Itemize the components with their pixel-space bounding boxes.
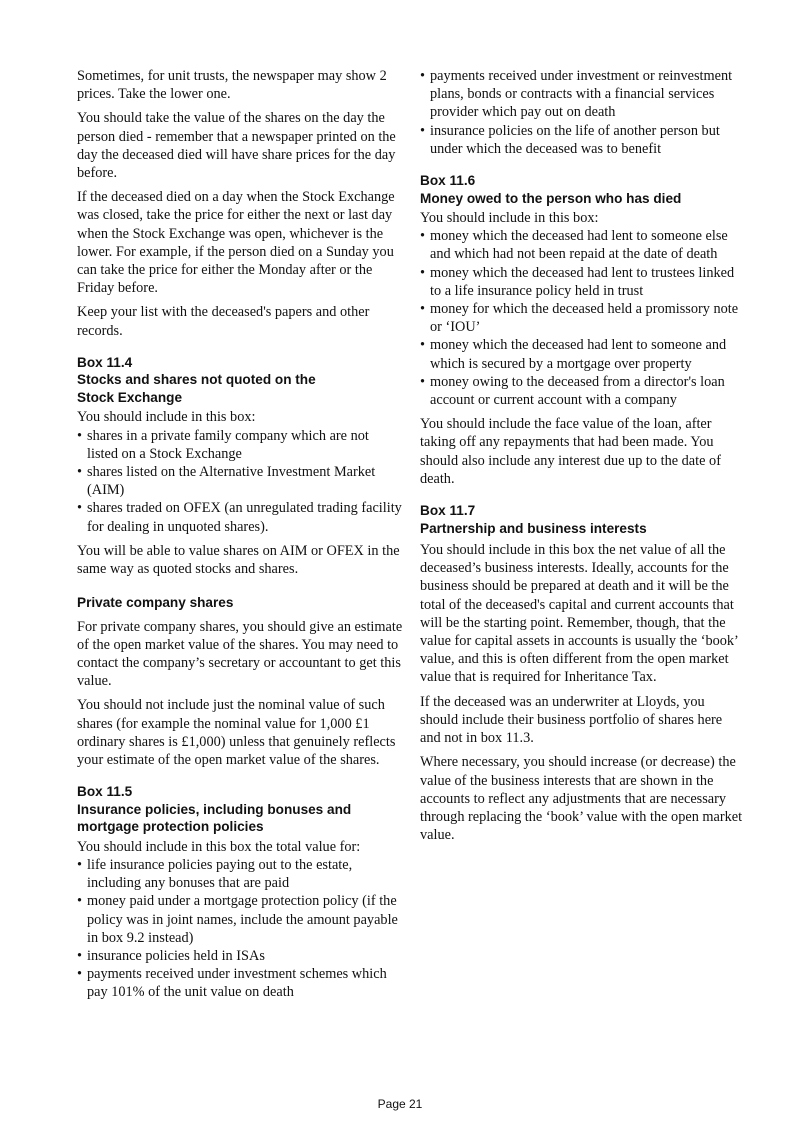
list-item: • shares in a private family company which are not listed on a Stock Exchange: [77, 427, 403, 463]
right-column: [420, 67, 746, 850]
box-paragraph: You should include in this box the net value of all the deceased’s business interests. Ideally, accounts for the business should be prepared at death and it will be the total of the deceased's capital and current accounts that will be the starting point. Remember, though, that the value for capital assets in accounts is usually the ‘book’ value, and this is often different from the open market value that is required for Inheritance Tax.: [420, 542, 738, 686]
list-item: • payments received under investment or reinvestment plans, bonds or contracts with a financial services provider which pay out on death: [420, 67, 746, 122]
box-11-5-list: [77, 856, 403, 1002]
box-11-7-heading: [420, 502, 746, 537]
box-title: Partnership and business interests: [420, 520, 647, 536]
list-item: • money which the deceased had lent to someone else and which had not been repaid at the date of death: [420, 227, 746, 263]
box-11-5-heading: [77, 783, 403, 836]
list-item: • insurance policies held in ISAs: [77, 947, 403, 965]
private-company-heading: Private company shares: [77, 595, 234, 611]
left-column: [77, 67, 403, 1008]
list-item: • payments received under investment schemes which pay 101% of the unit value on death: [77, 965, 403, 1001]
intro-paragraph: Keep your list with the deceased's papers and other records.: [77, 304, 370, 339]
private-paragraph: For private company shares, you should give an estimate of the open market value of the shares. You may need to contact the company’s secretary or accountant to get this value.: [77, 618, 403, 690]
intro-paragraph: If the deceased died on a day when the Stock Exchange was closed, take the price for either the next or last day when the Stock Exchange was open, whichever is the lower. For example, if the person died on a Sunday you can take the price for either the Monday after or the Friday before.: [77, 189, 395, 297]
box-paragraph: You will be able to value shares on AIM or OFEX in the same way as quoted stocks and shares.: [77, 542, 400, 577]
box-number: Box 11.6: [420, 173, 476, 189]
box-lead: You should include in this box the total value for:: [77, 838, 361, 855]
box-number: Box 11.5: [77, 784, 133, 800]
private-paragraph: You should not include just the nominal value of such shares (for example the nominal value for 1,000 £1 ordinary shares is £1,000) unless that genuinely reflects your estimate of the open market value of the shares.: [77, 697, 396, 769]
list-item: • money which the deceased had lent to trustees linked to a life insurance policy held in trust: [420, 264, 746, 300]
box-11-6-list: [420, 227, 746, 409]
list-item: • money paid under a mortgage protection policy (if the policy was in joint names, include the amount payable in box 9.2 instead): [77, 892, 403, 947]
continued-list: [420, 67, 746, 158]
box-lead: You should include in this box:: [77, 409, 256, 426]
box-title: Stock Exchange: [77, 389, 183, 405]
box-11-4-heading: [77, 354, 403, 407]
box-paragraph: If the deceased was an underwriter at Lloyds, you should include their business portfolio of shares here and not in box 11.3.: [420, 693, 723, 747]
list-item: • shares listed on the Alternative Investment Market (AIM): [77, 463, 403, 499]
box-title: Money owed to the person who has died: [420, 190, 682, 206]
list-item: • life insurance policies paying out to the estate, including any bonuses that are paid: [77, 856, 403, 892]
box-number: Box 11.4: [77, 354, 133, 370]
intro-paragraph: Sometimes, for unit trusts, the newspaper may show 2 prices. Take the lower one.: [77, 68, 387, 103]
list-item: • money which the deceased had lent to someone and which is secured by a mortgage over property: [420, 336, 746, 372]
box-title: Insurance policies, including bonuses and: [77, 801, 352, 817]
list-item: • money owing to the deceased from a director's loan account or current account with a company: [420, 373, 746, 409]
box-title: Stocks and shares not quoted on the: [77, 372, 316, 388]
box-number: Box 11.7: [420, 503, 476, 519]
list-item: • shares traded on OFEX (an unregulated trading facility for dealing in unquoted shares).: [77, 499, 403, 535]
box-title: mortgage protection policies: [77, 819, 264, 835]
box-11-4-list: [77, 427, 403, 536]
intro-paragraph: You should take the value of the shares on the day the person died - remember that a newspaper printed on the day the deceased died will have share prices for the day before.: [77, 110, 396, 182]
box-11-6-heading: [420, 172, 746, 207]
box-paragraph: You should include the face value of the loan, after taking off any repayments that had been made. You should also include any interest due up to the date of death.: [420, 416, 721, 487]
box-lead: You should include in this box:: [420, 210, 599, 227]
list-item: • money for which the deceased held a promissory note or ‘IOU’: [420, 300, 746, 336]
page-number: Page 21: [377, 1097, 423, 1111]
list-item: • insurance policies on the life of another person but under which the deceased was to benefit: [420, 122, 746, 158]
box-paragraph: Where necessary, you should increase (or decrease) the value of the business interests that are shown in the accounts to reflect any adjustments that are necessary through replacing the ‘book’ value with the open market value.: [420, 754, 743, 844]
